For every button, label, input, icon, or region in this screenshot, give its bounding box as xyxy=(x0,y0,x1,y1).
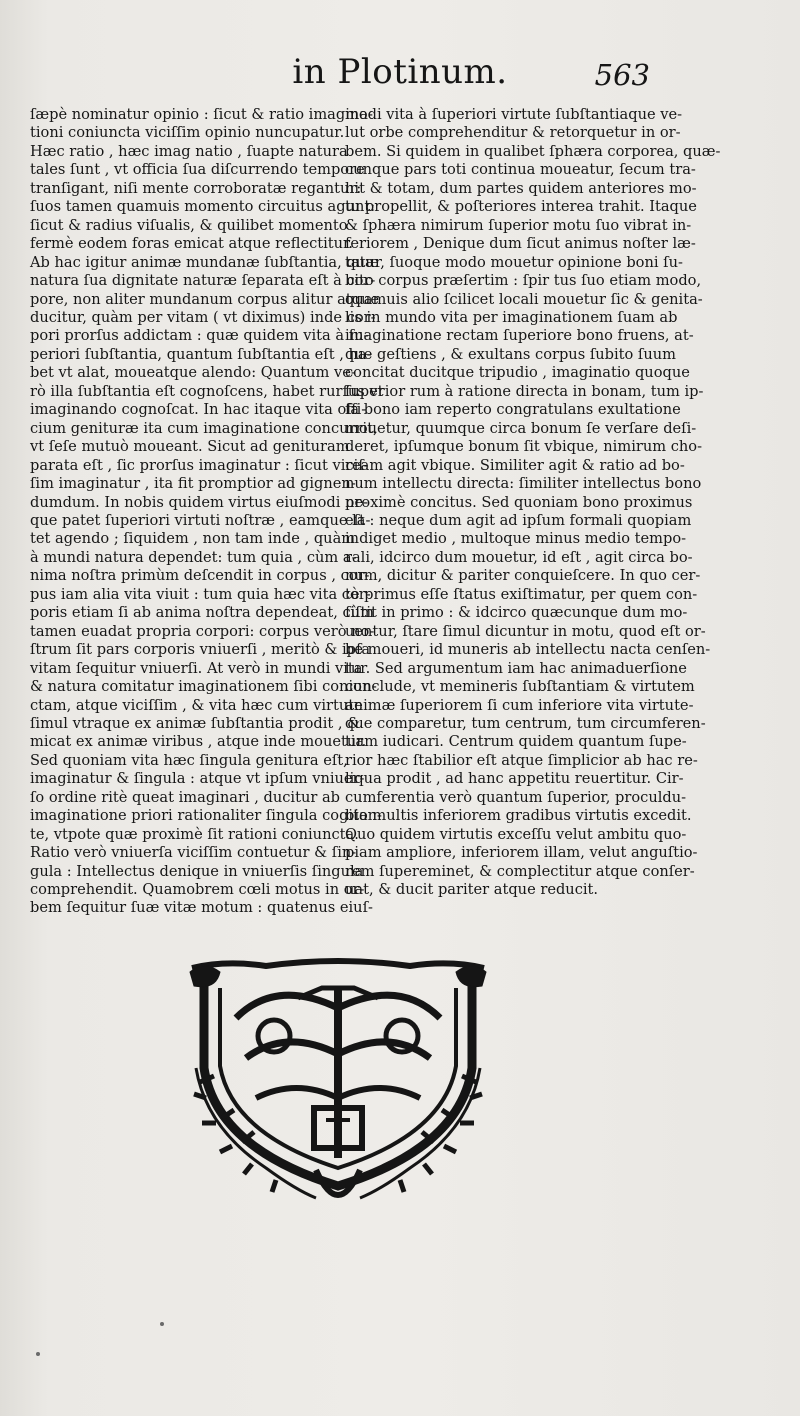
text-line: gula : Intellectus denique in vniuerſis ſingula xyxy=(30,862,364,880)
text-line: imaginatione priori rationaliter ſingula cogitan- xyxy=(30,807,382,825)
text-line: animæ ſuperiorem ſi cum inferiore vita virtute- xyxy=(345,696,694,714)
text-line: hit & totam, dum partes quidem anteriores mo- xyxy=(345,179,697,197)
text-line: concitat ducitque tripudio , imaginatio quoque xyxy=(345,364,690,382)
text-line: imaginando cognoſcat. In hac itaque vita offi- xyxy=(30,401,367,419)
text-line: ſicut & radius viſualis, & quilibet momento xyxy=(30,216,348,234)
text-line: ſim imaginatur , ita fit promptior ad gignen- xyxy=(30,475,356,493)
text-line: ſuperior rum à ratione directa in bonam, tum ip- xyxy=(345,382,704,400)
text-line: Quo quidem virtutis exceſſu velut ambitu quo- xyxy=(345,825,687,843)
text-line: conclude, vt memineris ſubſtantiam & virtutem xyxy=(345,678,695,696)
text-line: te, vtpote quæ proximè ſit rationi coniuncta. xyxy=(30,825,359,843)
text-line: que comparetur, tum centrum, tum circumferen- xyxy=(345,714,706,732)
text-line: Sed quoniam vita hæc ſingula genitura eſt, xyxy=(30,751,348,769)
text-line: natura ſua dignitate naturæ ſeparata eſt à cor- xyxy=(30,272,376,290)
text-line: tur. Sed argumentum iam hac animaduerſione xyxy=(345,659,687,677)
text-line: rò illa ſubſtantia eſt cognoſcens, habet rurſus vt xyxy=(30,382,384,400)
right-text-column xyxy=(345,106,721,899)
text-line: ſimul vtraque ex animæ ſubſtantia prodit , & xyxy=(30,714,361,732)
text-line: ſæpè nominatur opinio : ſicut & ratio imagina- xyxy=(30,106,373,123)
text-line: ſiſtit in primo : & idcirco quæcunque dum mo- xyxy=(345,604,688,622)
text-line: ſa bono iam reperto congratulans exultatione xyxy=(345,401,681,419)
text-line: Hæc ratio , hæc imag natio , ſuapte natura xyxy=(30,142,348,160)
text-line: bet vt alat, moueatque alendo: Quantum ve- xyxy=(30,364,356,382)
text-line: ſtrum ſit pars corporis vniuerſi , meritò & ipſa xyxy=(30,641,371,659)
text-line: proximè concitus. Sed quoniam bono proximus xyxy=(345,493,693,511)
left-text-column xyxy=(30,106,384,918)
text-line: tu propellit, & poſteriores interea trahit. Itaque xyxy=(345,198,697,216)
text-line: tet agendo ; ſiquidem , non tam inde , quàm xyxy=(30,530,356,548)
ink-speck xyxy=(36,1352,40,1356)
page-number: 563 xyxy=(594,58,650,92)
text-line: & ſphæra nimirum ſuperior motu ſuo vibrat in- xyxy=(345,216,692,234)
text-line: imaginatur & ſingula : atque vt ipſum vniuer- xyxy=(30,770,365,788)
text-line: micat ex animæ viribus , atque inde mouetur. xyxy=(30,733,367,751)
text-line: bem. Si quidem in qualibet ſphæra corporea, quæ- xyxy=(345,142,721,160)
text-line: fermè eodem foras emicat atque reflectitur. xyxy=(30,235,354,253)
text-line: bio multis inferiorem gradibus virtutis excedit. xyxy=(345,807,692,825)
text-line: modi vita à ſuperiori virtute ſubſtantiaque ve- xyxy=(345,106,683,123)
text-line: ducitur, quàm per vitam ( vt diximus) inde cor- xyxy=(30,308,376,326)
text-line: & natura comitatur imaginationem ſibi coniun- xyxy=(30,678,377,696)
text-line: periori ſubſtantia, quantum ſubſtantia eſt , ha- xyxy=(30,345,372,363)
text-line: eſt : neque dum agit ad ipſum formali quopiam xyxy=(345,511,692,529)
text-line: à mundi natura dependet: tum quia , cùm a- xyxy=(30,548,357,566)
text-line: poris etiam ſi ab anima noſtra dependeat, cùm xyxy=(30,604,374,622)
text-line: tiam iudicari. Centrum quidem quantum ſupe- xyxy=(345,733,687,751)
text-line: parata eſt , ſic prorſus imaginatur : ſicut viciſ- xyxy=(30,456,369,474)
text-line: num, dicitur & pariter conquieſcere. In quo cer- xyxy=(345,567,701,585)
text-line: que geſtiens , & exultans corpus ſubito ſuum xyxy=(345,345,676,363)
text-line: uentur, ſtare ſimul dicuntur in motu, quod eſt or- xyxy=(345,622,706,640)
text-line: lut orbe comprehenditur & retorquetur in or- xyxy=(345,124,681,142)
text-line: num intellectu directa: ſimiliter intellectus bono xyxy=(345,475,702,493)
text-line: bem ſequitur ſuæ vitæ motum : quatenus eiuſ- xyxy=(30,899,373,917)
text-line: cunque pars toti continua moueatur, ſecum tra- xyxy=(345,161,696,179)
text-line: Ab hac igitur animæ mundanæ ſubſtantia, quæ xyxy=(30,253,379,271)
text-line: comprehendit. Quamobrem cœli motus in or- xyxy=(30,881,365,899)
text-line: vitam ſequitur vniuerſi. At verò in mundi vita xyxy=(30,659,363,677)
text-line: pori prorſus addictam : quæ quidem vita à ſu- xyxy=(30,327,369,345)
ink-speck xyxy=(160,1322,164,1326)
text-line: nima noſtra primùm deſcendit in corpus , cor- xyxy=(30,567,370,585)
text-line: feriorem , Denique dum ſicut animus noſter læ- xyxy=(345,235,696,253)
text-line: tamen euadat propria corpori: corpus verò no- xyxy=(30,622,375,640)
text-line: tè primus eſſe ſtatus exiſtimatur, per quem con- xyxy=(345,585,698,603)
text-line: dumdum. In nobis quidem virtus eiuſmodi ne- xyxy=(30,493,369,511)
text-line: tranſigant, niſi mente corroboratæ regantur: xyxy=(30,179,362,197)
text-line: vt ſeſe mutuò moueant. Sicut ad genituram xyxy=(30,438,350,456)
text-line: mouetur, quumque circa bonum ſe verſare deſi- xyxy=(345,419,697,437)
text-line: bito corpus præſertim : ſpir tus ſuo etiam modo, xyxy=(345,272,702,290)
text-line: tatur, ſuoque modo mouetur opinione boni ſu- xyxy=(345,253,683,271)
text-line: Ratio verò vniuerſa viciſſim contuetur & ſin- xyxy=(30,844,357,862)
text-line: liqua prodit , ad hanc appetitu reuertitur. Cir- xyxy=(345,770,684,788)
decorative-ornament-icon xyxy=(186,958,490,1220)
text-line: quamuis alio ſcilicet locali mouetur ſic & genita- xyxy=(345,290,703,308)
text-line: rem ſupereminet, & complectitur atque conſer- xyxy=(345,862,695,880)
text-line: tioni coniuncta viciſſim opinio nuncupatur. xyxy=(30,124,345,142)
text-line: imaginatione rectam ſuperiore bono fruens, at- xyxy=(345,327,694,345)
text-line: pus iam alia vita viuit : tum quia hæc vita cor- xyxy=(30,585,371,603)
text-line: ream agit vbique. Similiter agit & ratio ad bo- xyxy=(345,456,685,474)
running-head: in Plotinum. xyxy=(292,52,508,92)
text-line: deret, ipſumque bonum ſit vbique, nimirum cho- xyxy=(345,438,702,456)
text-line: rali, idcirco dum mouetur, id eſt , agit circa bo- xyxy=(345,548,693,566)
text-line: tales ſunt , vt officia ſua diſcurrendo tempore xyxy=(30,161,365,179)
text-line: pore, non aliter mundanum corpus alitur atque xyxy=(30,290,380,308)
text-line: piam ampliore, inferiorem illam, velut anguſtio- xyxy=(345,844,698,862)
text-line: ctam, atque viciſſim , & vita hæc cum virtute xyxy=(30,696,363,714)
text-line: cium genituræ ita cum imaginatione concurrit, xyxy=(30,419,378,437)
text-line: que patet ſuperiori virtuti noſtræ , eamque la- xyxy=(30,511,371,529)
text-line: ſuos tamen quamuis momento circuitus agunt: xyxy=(30,198,376,216)
text-line: lis in mundo vita per imaginationem ſuam ab xyxy=(345,308,678,326)
text-line: indiget medio , multoque minus medio tempo- xyxy=(345,530,687,548)
text-line: uat, & ducit pariter atque reducit. xyxy=(345,881,599,899)
text-line: be moueri, id muneris ab intellectu nacta cenſen- xyxy=(345,641,711,659)
text-line: rior hæc ſtabilior eſt atque ſimplicior ab hac re- xyxy=(345,751,698,769)
text-line: ſo ordine ritè queat imaginari , ducitur ab xyxy=(30,788,341,806)
text-line: cumferentia verò quantum ſuperior, proculdu- xyxy=(345,788,687,806)
